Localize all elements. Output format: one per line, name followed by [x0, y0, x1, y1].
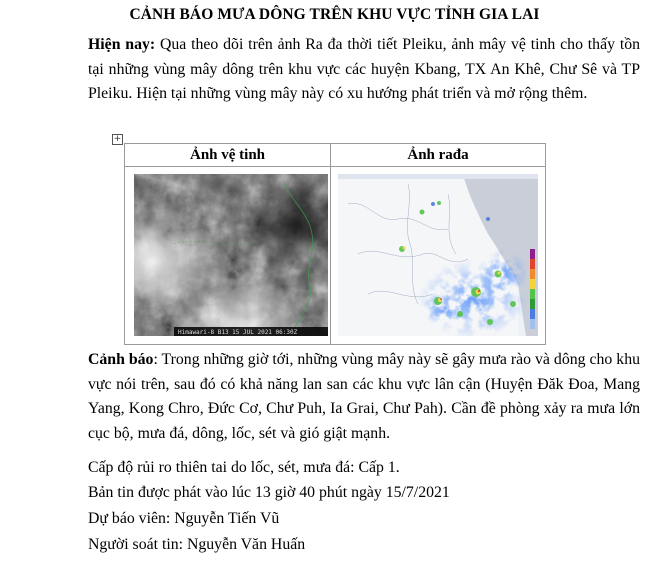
risk-level-line: Cấp độ rủi ro thiên tai do lốc, sét, mưa đá: Cấp 1. [88, 459, 400, 476]
current-paragraph [88, 33, 640, 107]
radar-header: Ảnh rađa [331, 144, 546, 167]
image-table [124, 143, 546, 345]
table-move-handle-icon[interactable]: + [113, 134, 122, 144]
document-title: CẢNH BÁO MƯA DÔNG TRÊN KHU VỰC TỈNH GIA LAI [129, 6, 540, 23]
current-text: Qua theo dõi trên ảnh Ra đa thời tiết Pleiku, ảnh mây vệ tinh cho thấy tồn tại những vùng mây dông trên khu vực các huyện Kbang, TX An Khê, Chư Sê và TP Pleiku. Hiện tại những vùng mây này có xu hướng phát triển và mở rộng thêm. [88, 36, 641, 102]
satellite-cell [125, 167, 331, 345]
warning-paragraph [88, 348, 640, 446]
warning-label: Cảnh báo [88, 351, 154, 368]
radar-color-scale [530, 249, 535, 329]
satellite-caption: Himawari-8 B13 15 JUL 2021 06:30Z [178, 329, 298, 336]
forecaster-line: Dự báo viên: Nguyễn Tiến Vũ [88, 510, 280, 527]
warning-text: : Trong những giờ tới, những vùng mây này sẽ gây mưa rào và dông cho khu vực nói trên, sau đó có khả năng lan san các khu vực lân cận (Huyện Đăk Đoa, Mang Yang, Kong Chro, Đức Cơ, Chư Puh, Ia Grai, Chư Pah). Cần đề phòng xảy ra mưa lớn cục bộ, mưa đá, dông, lốc, sét và gió giật mạnh. [88, 351, 640, 442]
reviewer-line: Người soát tin: Nguyễn Văn Huấn [88, 536, 306, 553]
radar-image[interactable] [338, 174, 538, 336]
issued-line: Bản tin được phát vào lúc 13 giờ 40 phút ngày 15/7/2021 [88, 484, 450, 501]
radar-cell [331, 167, 546, 345]
current-label: Hiện nay: [88, 36, 156, 53]
satellite-image[interactable] [134, 174, 328, 336]
satellite-header: Ảnh vệ tinh [125, 144, 331, 167]
